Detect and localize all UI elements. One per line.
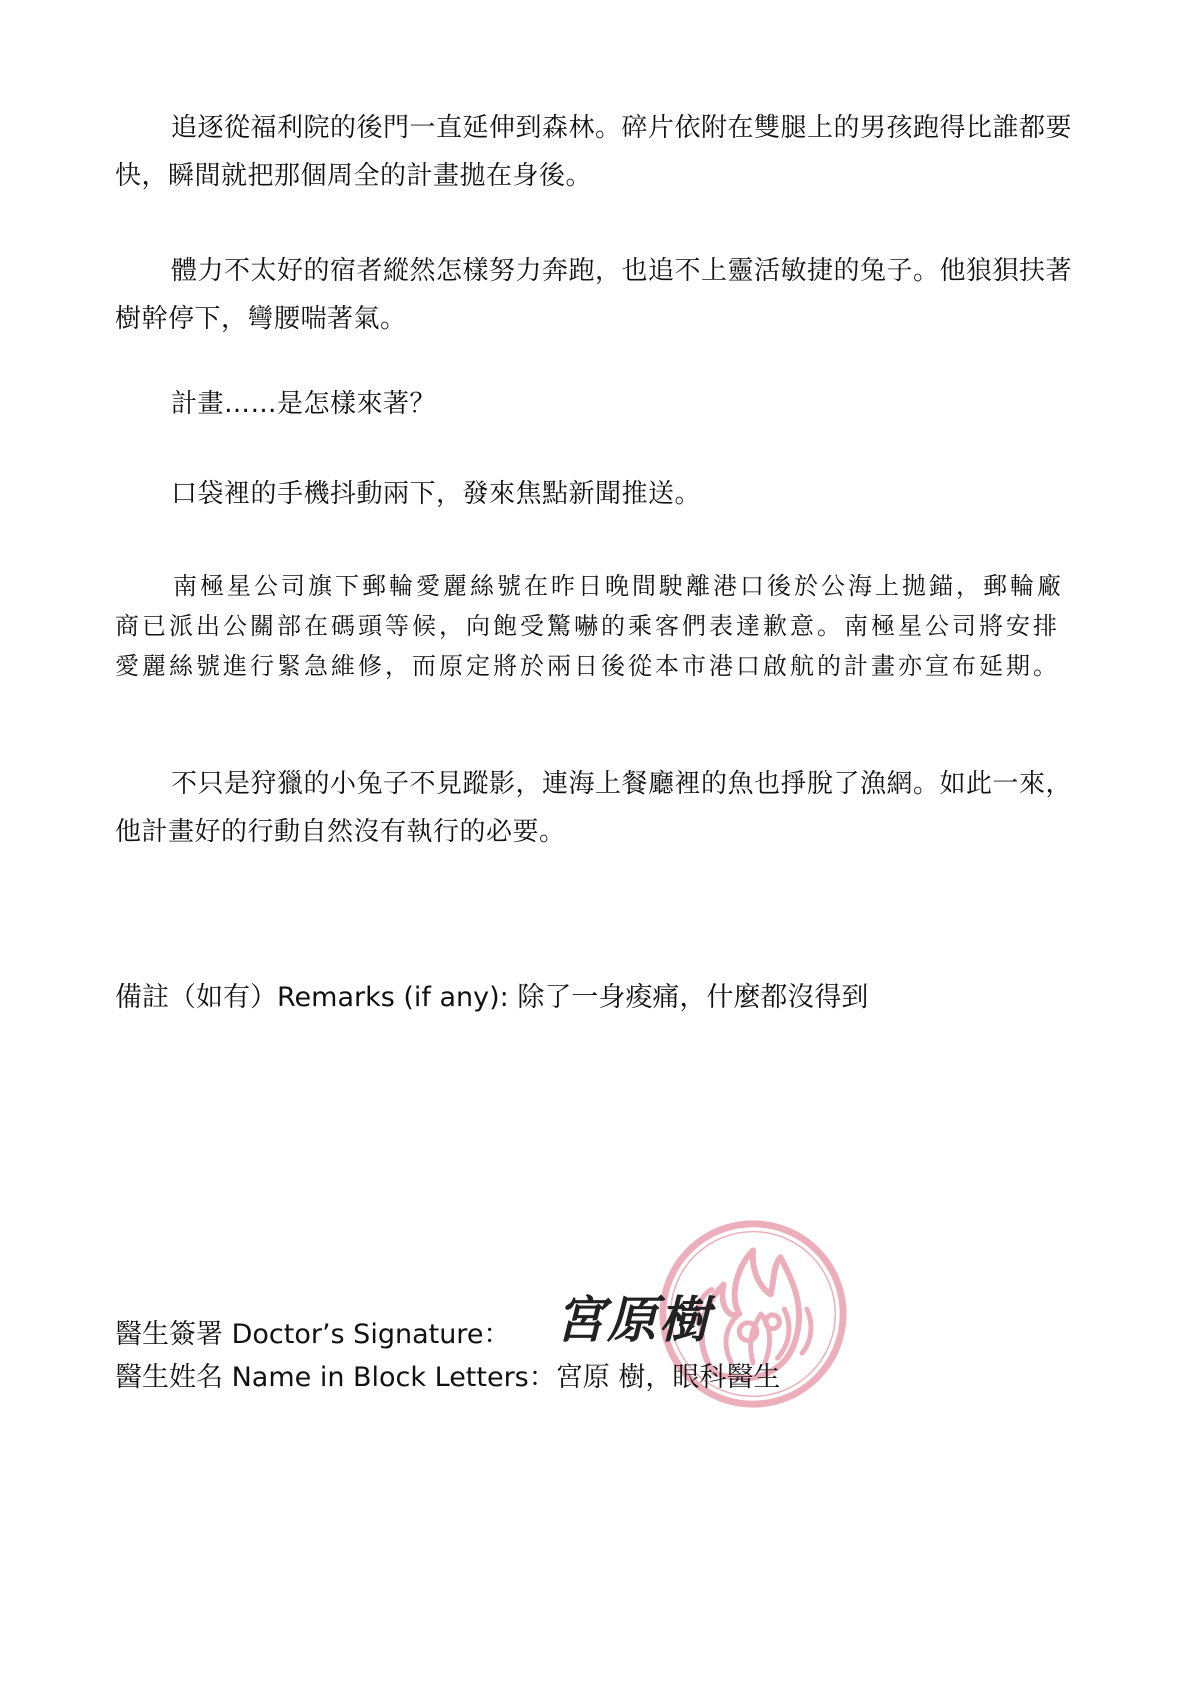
paragraph-plan-question: 計畫……是怎樣來著？	[171, 389, 437, 419]
paragraph-stamina: 體力不太好的宿者縱然怎樣努力奔跑，也追不上靈活敏捷的兔子。他狼狽扶著樹幹停下，彎腰喘著氣。	[115, 256, 1073, 334]
remarks-line: 備註（如有）Remarks (if any): 除了一身痠痛，什麼都沒得到	[115, 982, 869, 1013]
doctor-name-line: 醫生姓名 Name in Block Letters：宮原 樹，眼科醫生	[115, 1362, 781, 1393]
paragraph-conclusion: 不只是狩獵的小兔子不見蹤影，連海上餐廳裡的魚也掙脫了漁網。如此一來，他計畫好的行動自然沒有執行的必要。	[115, 769, 1073, 847]
paragraph-phone: 口袋裡的手機抖動兩下，發來焦點新聞推送。	[171, 479, 702, 509]
doctor-signature: 宮原樹	[555, 1290, 711, 1349]
paragraph-chase: 追逐從福利院的後門一直延伸到森林。碎片依附在雙腿上的男孩跑得比誰都要快，瞬間就把那個周全的計畫拋在身後。	[115, 113, 1073, 191]
doctor-signature-label: 醫生簽署 Doctor’s Signature：	[115, 1319, 511, 1350]
paragraph-news-push: 南極星公司旗下郵輪愛麗絲號在昨日晚間駛離港口後於公海上拋錨，郵輪廠商已派出公關部在碼頭等候，向飽受驚嚇的乘客們表達歉意。南極星公司將安排愛麗絲號進行緊急維修，而原定將於兩日後從本市港口啟航的計畫亦宣布延期。	[115, 572, 1064, 680]
